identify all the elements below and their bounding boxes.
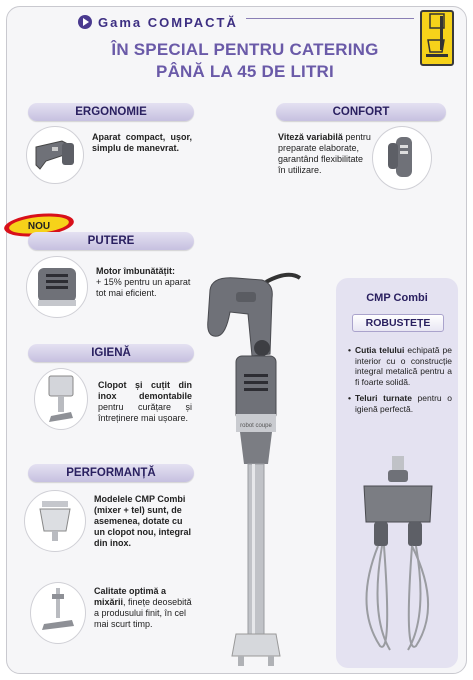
putere-text: + 15% pentru un aparat tot mai eficient. xyxy=(96,277,191,298)
motor-vent-icon xyxy=(34,264,80,310)
immersion-blender-image xyxy=(196,264,316,674)
range-label xyxy=(78,11,246,33)
combi-title: CMP Combi xyxy=(366,292,428,304)
page-title: ÎN SPECIAL PENTRU CATERING xyxy=(111,40,379,59)
page-subtitle: PÂNĂ LA 45 DE LITRI xyxy=(156,62,334,81)
putere-bold: Motor îmbunătățit: xyxy=(96,266,175,276)
section-heading-confort: CONFORT xyxy=(276,103,446,121)
stainless-bell-icon xyxy=(32,497,78,545)
combi-item1-text: echipată pe interior cu o construcție integral metalică pentru a fi foarte solidă. xyxy=(355,345,452,387)
performanta-description-2 xyxy=(94,586,192,630)
new-badge-text: NOU xyxy=(27,221,51,232)
confort-description xyxy=(278,132,373,176)
putere-thumbnail xyxy=(26,256,88,318)
play-bullet-icon xyxy=(78,15,92,29)
performanta-bold-1: Modelele CMP Combi (mixer + tel) sunt, de asemenea, dotate cu un clopot nou, integral din inox. xyxy=(94,494,191,548)
whisk-attachment-image xyxy=(350,456,446,664)
blade-icon xyxy=(38,586,78,640)
combi-item2-bold: Teluri turnate xyxy=(355,393,412,403)
speed-control-icon xyxy=(378,133,426,183)
performanta-bold-2: Calitate optimă a mixării xyxy=(94,586,167,607)
combi-feature-item xyxy=(348,393,452,414)
igiena-description xyxy=(98,380,192,424)
ergonomie-thumbnail xyxy=(26,126,84,184)
igiena-bold: Clopot și cuțit din inox demontabile xyxy=(98,380,192,401)
performanta-thumbnail xyxy=(24,490,86,552)
igiena-thumbnail xyxy=(34,368,88,430)
section-heading-putere: PUTERE xyxy=(28,232,194,250)
range-label-text: Gama COMPACTĂ xyxy=(98,14,238,30)
performanta-blade-thumbnail xyxy=(30,582,86,644)
performanta-description-1 xyxy=(94,494,192,549)
section-heading-igiena: IGIENĂ xyxy=(28,344,194,362)
mixer-handle-icon xyxy=(32,135,78,175)
brand-mark: robot coupe xyxy=(240,423,272,429)
igiena-text: pentru curățare și întreținere mai ușoare. xyxy=(98,402,192,423)
confort-text: pentru preparate elaborate, garantând flexibilitate în utilizare. xyxy=(278,132,371,175)
performanta-text-2: , finețe deosebită a produsului finit, în cel mai scurt timp. xyxy=(94,597,192,629)
putere-description xyxy=(96,266,194,299)
combi-item2-text: pentru o igienă perfectă. xyxy=(355,393,452,414)
ergonomie-description xyxy=(92,132,192,154)
combi-item1-bold: Cutia telului xyxy=(355,345,405,355)
bell-blade-icon xyxy=(41,372,81,426)
combi-feature-item xyxy=(348,345,452,387)
section-heading-ergonomie: ERGONOMIE xyxy=(28,103,194,121)
confort-thumbnail xyxy=(372,126,432,190)
ergonomie-text: Aparat compact, ușor, simplu de manevrat. xyxy=(92,132,192,153)
combi-feature-list xyxy=(348,345,452,420)
robustete-heading: ROBUSTEȚE xyxy=(352,314,444,332)
section-heading-performanta: PERFORMANȚĂ xyxy=(28,464,194,482)
confort-bold: Viteză variabilă xyxy=(278,132,343,142)
